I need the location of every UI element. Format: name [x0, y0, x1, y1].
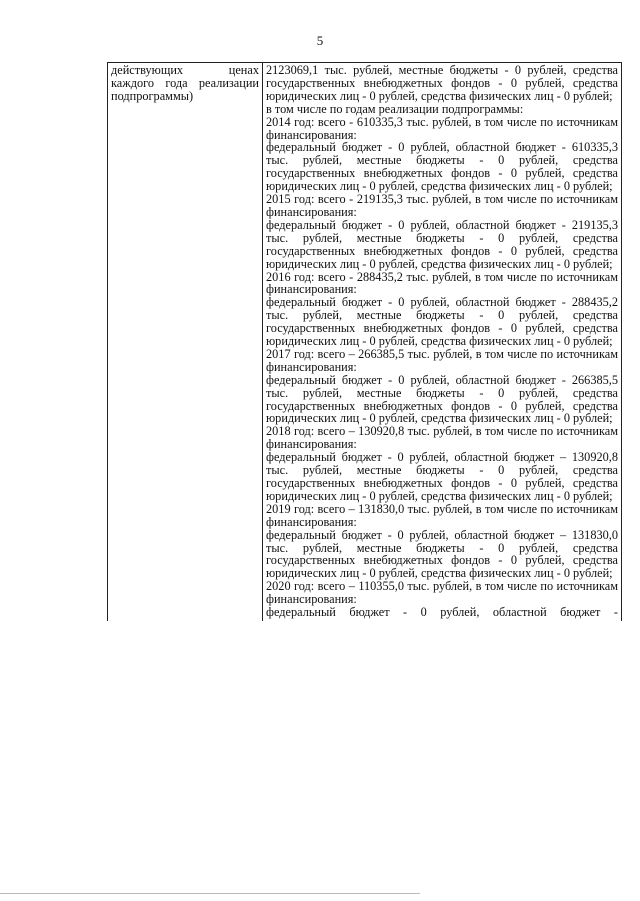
year-block-2014	[266, 116, 618, 193]
table-cell-content	[263, 63, 622, 621]
year-detail: федеральный бюджет - 0 рублей, областной бюджет - 610335,3 тыс. рублей, местные бюджеты - 0 рублей, средства государственных внебюджетных фондов - 0 рублей, средства юридических лиц - 0 рублей, средства физических лиц - 0 рублей;	[266, 140, 618, 194]
table-row	[108, 63, 622, 621]
year-detail: федеральный бюджет - 0 рублей, областной бюджет -	[266, 605, 618, 620]
year-block-2020	[266, 580, 618, 619]
year-total: 2019 год: всего – 131830,0 тыс. рублей, в том числе по источникам финансирования:	[266, 501, 618, 529]
year-total: 2020 год: всего – 110355,0 тыс. рублей, в том числе по источникам финансирования:	[266, 579, 618, 607]
label-text: действующих ценах каждого года реализации подпрограммы)	[111, 63, 259, 103]
year-block-2017	[266, 348, 618, 425]
year-total: 2015 год: всего - 219135,3 тыс. рублей, в том числе по источникам финансирования:	[266, 192, 618, 219]
year-detail: федеральный бюджет - 0 рублей, областной бюджет – 130920,8 тыс. рублей, местные бюджеты - 0 рублей, средства государственных внебюджетных фондов - 0 рублей, средства юридических лиц - 0 рублей, средства физических лиц - 0 рублей;	[266, 450, 618, 503]
year-detail: федеральный бюджет - 0 рублей, областной бюджет – 131830,0 тыс. рублей, местные бюджеты - 0 рублей, средства государственных внебюджетных фондов - 0 рублей, средства юридических лиц - 0 рублей, средства физических лиц - 0 рублей;	[266, 527, 618, 581]
scan-bottom-rule	[0, 893, 420, 894]
year-detail: федеральный бюджет - 0 рублей, областной бюджет - 219135,3 тыс. рублей, местные бюджеты - 0 рублей, средства государственных внебюджетных фондов - 0 рублей, средства юридических лиц - 0 рублей, средства физических лиц - 0 рублей;	[266, 217, 618, 271]
intro-paragraph: 2123069,1 тыс. рублей, местные бюджеты - 0 рублей, средства государственных внебюджетных фондов - 0 рублей, средства юридических лиц - 0 рублей, средства физических лиц - 0 рублей;	[266, 63, 618, 103]
financing-table	[107, 62, 622, 621]
year-total: 2014 год: всего - 610335,3 тыс. рублей, в том числе по источникам финансирования:	[266, 114, 618, 142]
year-total: 2017 год: всего – 266385,5 тыс. рублей, в том числе по источникам финансирования:	[266, 346, 618, 374]
year-block-2016	[266, 271, 618, 348]
year-block-2019	[266, 503, 618, 580]
year-detail: федеральный бюджет - 0 рублей, областной бюджет - 288435,2 тыс. рублей, местные бюджеты - 0 рублей, средства государственных внебюджетных фондов - 0 рублей, средства юридических лиц - 0 рублей, средства физических лиц - 0 рублей;	[266, 295, 618, 349]
year-total: 2016 год: всего - 288435,2 тыс. рублей, в том числе по источникам финансирования:	[266, 269, 618, 297]
page-number: 5	[316, 33, 324, 48]
by-years-heading: в том числе по годам реализации подпрограммы:	[266, 101, 524, 116]
year-total: 2018 год: всего – 130920,8 тыс. рублей, в том числе по источникам финансирования:	[266, 424, 618, 452]
year-block-2015	[266, 193, 618, 270]
table-cell-label	[108, 63, 263, 621]
year-block-2018	[266, 425, 618, 502]
year-detail: федеральный бюджет - 0 рублей, областной бюджет - 266385,5 тыс. рублей, местные бюджеты - 0 рублей, средства государственных внебюджетных фондов - 0 рублей, средства юридических лиц - 0 рублей, средства физических лиц - 0 рублей;	[266, 372, 618, 426]
